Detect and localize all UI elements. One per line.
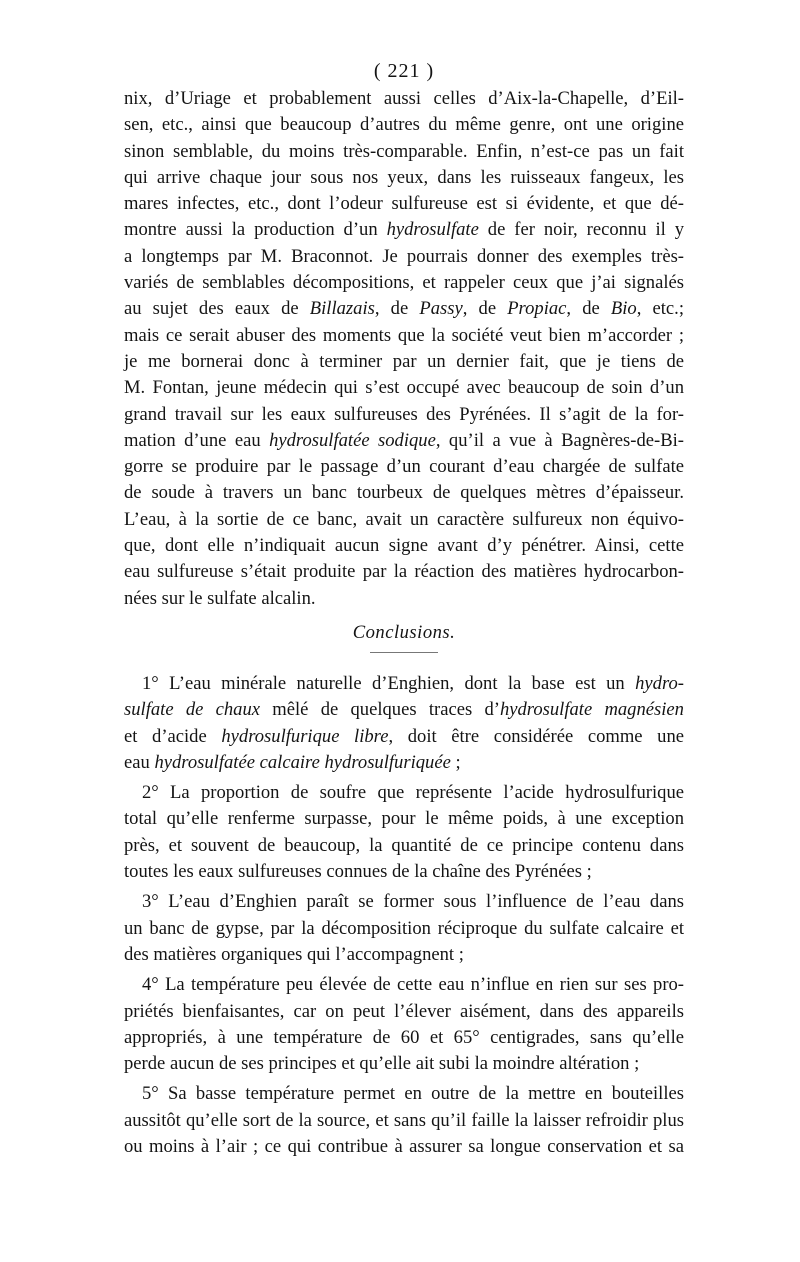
text-line: eau sulfureuse s’était produite par la réaction des matières hydrocarbon- <box>124 561 684 583</box>
conclusion-item <box>124 671 684 776</box>
conclusion-item <box>124 889 684 968</box>
text-line: M. Fontan, jeune médecin qui s’est occupé avec beaucoup de soin d’un <box>124 377 684 399</box>
text-line: toutes les eaux sulfureuses connues de la chaîne des Pyrénées ; <box>124 861 592 883</box>
text-line: a longtemps par M. Braconnot. Je pourrais donner des exemples très- <box>124 245 684 267</box>
text-line: variés de semblables décompositions, et rappeler ceux que j’ai signalés <box>124 272 684 294</box>
body-paragraph <box>124 86 684 612</box>
text-line: priétés bienfaisantes, car on peut l’élever aisément, dans des appareils <box>124 1000 684 1022</box>
text-line: total qu’elle renferme surpasse, pour le même poids, à une exception <box>124 808 684 830</box>
text-line: de soude à travers un banc tourbeux de quelques mètres d’épaisseur. <box>124 482 684 504</box>
conclusion-item <box>124 780 684 885</box>
text-line: 3° L’eau d’Enghien paraît se former sous l’influence de l’eau dans <box>142 891 684 913</box>
conclusion-item <box>124 972 684 1077</box>
text-line: ou moins à l’air ; ce qui contribue à assurer sa longue conservation et sa <box>124 1135 684 1157</box>
text-line: appropriés, à une température de 60 et 65° centigrades, sans qu’elle <box>124 1026 684 1048</box>
text-line: et d’acide hydrosulfurique libre, doit être considérée comme une <box>124 725 684 747</box>
text-line: un banc de gypse, par la décomposition réciproque du sulfate calcaire et <box>124 917 684 939</box>
conclusion-item <box>124 1081 684 1160</box>
text-line: mares infectes, etc., dont l’odeur sulfureuse est si évidente, et que dé- <box>124 193 684 215</box>
text-line: sinon semblable, du moins très-comparable. Enfin, n’est-ce pas un fait <box>124 140 684 162</box>
page-number: ( 221 ) <box>373 60 435 82</box>
text-line: aussitôt qu’elle sort de la source, et sans qu’il faille la laisser refroidir plus <box>124 1109 684 1131</box>
text-line: nées sur le sulfate alcalin. <box>124 587 316 609</box>
text-line: montre aussi la production d’un hydrosulfate de fer noir, reconnu il y <box>124 219 685 241</box>
section-heading: Conclusions. <box>352 621 456 643</box>
text-line: 2° La proportion de soufre que représente l’acide hydrosulfurique <box>142 782 684 804</box>
text-line: au sujet des eaux de Billazais, de Passy, de Propiac, de Bio, etc.; <box>124 298 684 320</box>
text-line: grand travail sur les eaux sulfureuses des Pyrénées. Il s’agit de la for- <box>124 403 684 425</box>
text-line: eau hydrosulfatée calcaire hydrosulfuriquée ; <box>124 751 461 773</box>
text-line: des matières organiques qui l’accompagnent ; <box>124 943 464 965</box>
text-line: mais ce serait abuser des moments que la société veut bien m’accorder ; <box>124 324 684 346</box>
text-line: près, et souvent de beaucoup, la quantité de ce principe contenu dans <box>124 834 684 856</box>
text-line: L’eau, à la sortie de ce banc, avait un caractère sulfureux non équivo- <box>124 508 684 530</box>
text-line: 5° Sa basse température permet en outre de la mettre en bouteilles <box>142 1083 684 1105</box>
text-line: sulfate de chaux mêlé de quelques traces d’hydrosulfate magnésien <box>124 699 684 721</box>
text-line: que, dont elle n’indiquait aucun signe avant d’y pénétrer. Ainsi, cette <box>124 535 684 557</box>
text-line: perde aucun de ses principes et qu’elle ait subi la moindre altération ; <box>124 1053 640 1075</box>
text-line: gorre se produire par le passage d’un courant d’eau chargée de sulfate <box>124 456 684 478</box>
text-line: 1° L’eau minérale naturelle d’Enghien, dont la base est un hydro- <box>142 672 684 694</box>
conclusions-list <box>124 671 684 1160</box>
heading-rule <box>370 652 438 653</box>
text-line: nix, d’Uriage et probablement aussi celles d’Aix-la-Chapelle, d’Eil- <box>124 88 684 109</box>
text-line: qui arrive chaque jour sous nos yeux, dans les ruisseaux fangeux, les <box>124 166 684 188</box>
text-line: sen, etc., ainsi que beaucoup d’autres du même genre, ont une origine <box>124 114 684 136</box>
book-page <box>124 58 684 1164</box>
text-line: 4° La température peu élevée de cette eau n’influe en rien sur ses pro- <box>142 974 684 996</box>
text-line: je me bornerai donc à terminer par un dernier fait, que je tiens de <box>124 350 684 372</box>
text-line: mation d’une eau hydrosulfatée sodique, qu’il a vue à Bagnères-de-Bi- <box>124 429 684 451</box>
